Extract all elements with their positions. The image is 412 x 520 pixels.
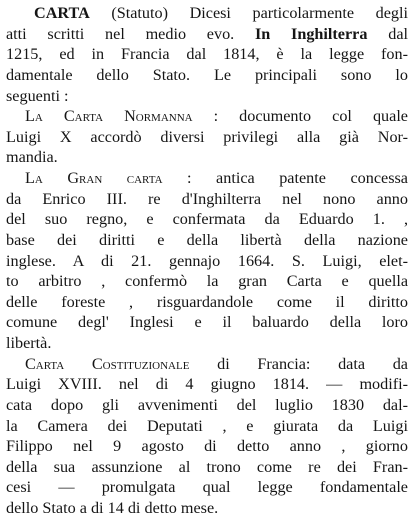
- section-text: : antica patente concessa: [187, 169, 408, 187]
- section-title: La Gran carta: [25, 169, 163, 187]
- entry-emphasis: In Inghilterra: [254, 24, 368, 43]
- section-line: inglese. A di 21. gennajo 1664. S. Luigi, elet-: [6, 251, 408, 270]
- section-line: cata dopo gli avvenimenti del luglio 1830 dal-: [6, 395, 408, 414]
- section-line: da Enrico III. re d'Inghilterra nel nono anno: [6, 189, 408, 208]
- section-first-line: [25, 106, 408, 126]
- entry-definition-line: [6, 24, 408, 44]
- section-line: del suo regno, e confermata da Eduardo 1. ,: [6, 210, 408, 229]
- section-line: dello Stato a di 14 di detto mese.: [6, 499, 219, 517]
- entry-definition-text: atti scritti nel medio evo.: [6, 24, 255, 43]
- section-line: libertà.: [6, 334, 52, 352]
- entry-definition-text: dal: [388, 24, 409, 43]
- section-line: delle foreste , risguardandole come il diritto: [6, 292, 408, 311]
- section-line: mandia.: [6, 148, 58, 167]
- section-line: cesi — promulgata qual legge fondamentale: [6, 478, 408, 497]
- entry-definition-line: seguenti :: [6, 86, 69, 105]
- entry-definition-line: damentale dello Stato. Le principali sono lo: [6, 65, 408, 84]
- section-line: base dei diritti e della libertà della nazione: [6, 230, 408, 249]
- entry-headword: CARTA: [34, 4, 90, 22]
- section-first-line: [25, 168, 408, 188]
- section-title: La Carta Normanna: [25, 107, 193, 126]
- section-line: la Camera dei Deputati , e giurata da Luigi: [6, 416, 408, 435]
- section-line: della sua assunzione al trono come re dei Fran-: [6, 457, 408, 476]
- section-first-line: [25, 354, 408, 374]
- section-title: Carta Costituzionale: [25, 354, 190, 373]
- section-line: Filippo nel 9 agosto di detto anno , giorno: [6, 437, 408, 456]
- section-line: comune degl' Inglesi e il baluardo della loro: [6, 313, 408, 332]
- entry-first-line: [34, 3, 408, 23]
- section-text: : documento col quale: [213, 107, 408, 126]
- section-line: Luigi XVIII. nel di 4 giugno 1814. — modifi-: [6, 375, 408, 394]
- section-line: Luigi X accordò diversi privilegi alla già Nor-: [6, 127, 408, 146]
- section-text: di Francia: data da: [217, 354, 408, 373]
- entry-qualifier: (Statuto): [111, 4, 169, 22]
- entry-definition-text: Dicesi particolarmente degli: [189, 4, 408, 22]
- section-line: to arbitro , confermò la gran Carta e quella: [6, 272, 408, 291]
- entry-definition-line: 1215, ed in Francia dal 1814, è la legge fon-: [6, 45, 408, 64]
